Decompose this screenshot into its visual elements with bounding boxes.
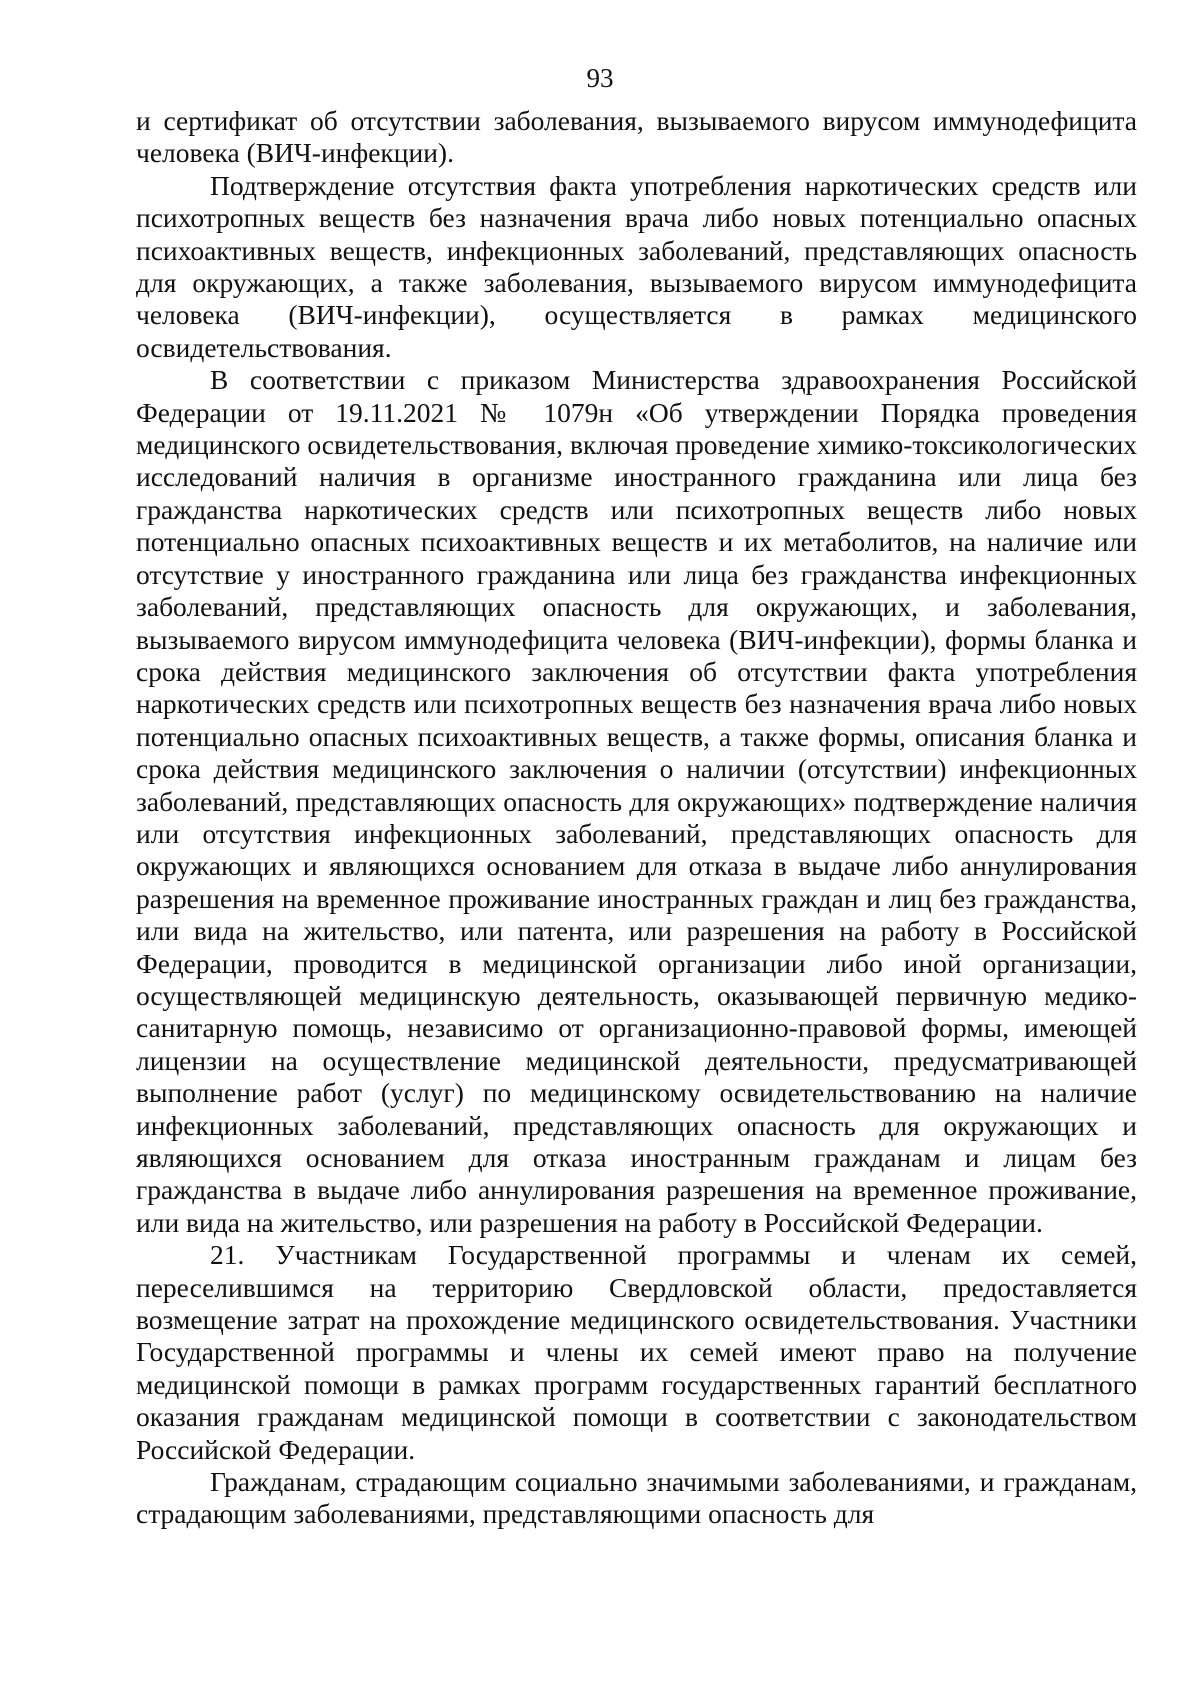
paragraph-social-diseases: Гражданам, страдающим социально значимыми заболеваниями, и гражданам, страдающим заболеваниями, представляющими опасность для bbox=[136, 1466, 1137, 1530]
paragraph-item-21: 21. Участникам Государственной программы и членам их семей, переселившимся на территорию Свердловской области, предоставляется возмещение затрат на прохождение медицинского освидетельствования. Участники Государственной программы и члены их семей имеют право на получение медицинской помощи в рамках программ государственных гарантий бесплатного оказания гражданам медицинской помощи в соответствии с законодательством Российской Федерации. bbox=[136, 1239, 1137, 1465]
page-number: 93 bbox=[586, 63, 614, 93]
paragraph-confirmation: Подтверждение отсутствия факта употребления наркотических средств или психотропных веществ без назначения врача либо новых потенциально опасных психоактивных веществ, инфекционных заболеваний, представляющих опасность для окружающих, а также заболевания, вызываемого вирусом иммунодефицита человека (ВИЧ-инфекции), осуществляется в рамках медицинского освидетельствования. bbox=[136, 169, 1137, 363]
paragraph-order-reference: В соответствии с приказом Министерства здравоохранения Российской Федерации от 19.11.2021 № 1079н «Об утверждении Порядка проведения медицинского освидетельствования, включая проведение химико-токсикологических исследований наличия в организме иностранного гражданина или лица без гражданства наркотических средств или психотропных веществ либо новых потенциально опасных психоактивных веществ и их метаболитов, на наличие или отсутствие у иностранного гражданина или лица без гражданства инфекционных заболеваний, представляющих опасность для окружающих, и заболевания, вызываемого вирусом иммунодефицита человека (ВИЧ-инфекции), формы бланка и срока действия медицинского заключения об отсутствии факта употребления наркотических средств или психотропных веществ без назначения врача либо новых потенциально опасных психоактивных веществ, а также формы, описания бланка и срока действия медицинского заключения о наличии (отсутствии) инфекционных заболеваний, представляющих опасность для окружающих» подтверждение наличия или отсутствия инфекционных заболеваний, представляющих опасность для окружающих и являющихся основанием для отказа в выдаче либо аннулирования разрешения на временное проживание иностранных граждан и лиц без гражданства, или вида на жительство, или патента, или разрешения на работу в Российской Федерации, проводится в медицинской организации либо иной организации, осуществляющей медицинскую деятельность, оказывающей первичную медико-санитарную помощь, независимо от организационно-правовой формы, имеющей лицензии на осуществление медицинской деятельности, предусматривающей выполнение работ (услуг) по медицинскому освидетельствованию на наличие инфекционных заболеваний, представляющих опасность для окружающих и являющихся основанием для отказа иностранным гражданам и лицам без гражданства в выдаче либо аннулирования разрешения на временное проживание, или вида на жительство, или разрешения на работу в Российской Федерации. bbox=[136, 364, 1137, 1238]
paragraph-continuation: и сертификат об отсутствии заболевания, вызываемого вирусом иммунодефицита человека (ВИЧ-инфекции). bbox=[136, 105, 1137, 169]
document-body bbox=[136, 105, 1137, 1531]
